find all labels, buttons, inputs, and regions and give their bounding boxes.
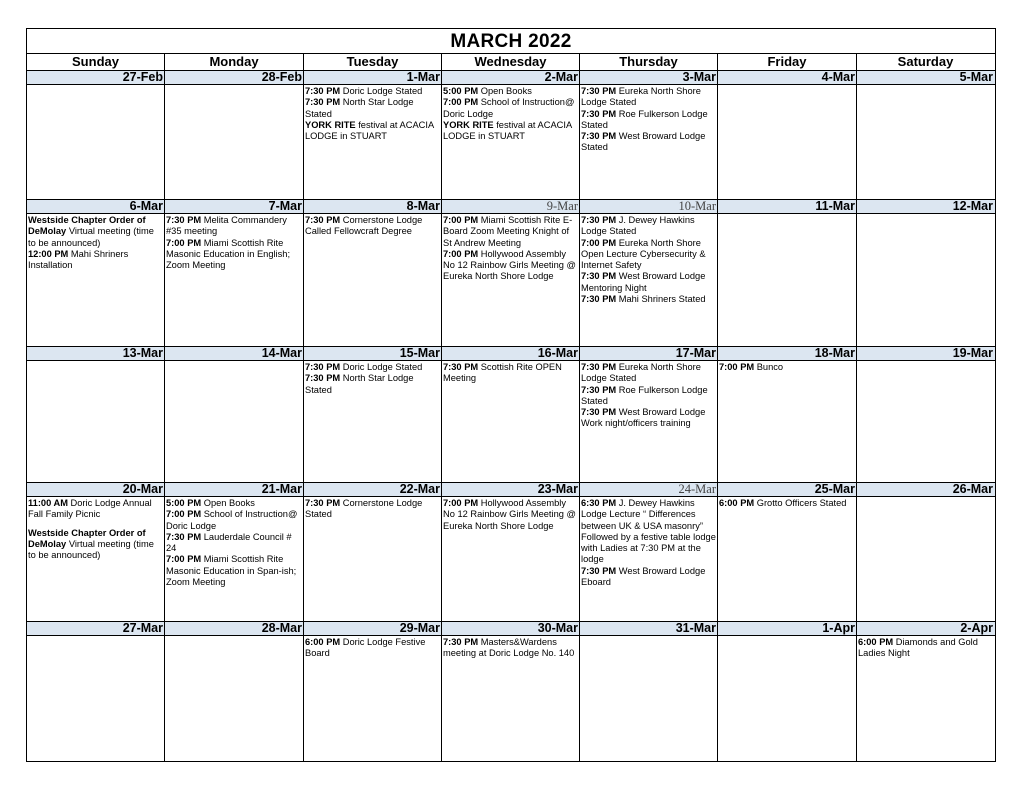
event-item[interactable] xyxy=(581,566,716,589)
event-text: Mahi Shriners Installation xyxy=(28,248,129,271)
day-date: 6-Mar xyxy=(129,199,163,213)
event-list xyxy=(858,637,993,660)
event-text: Masters&Wardens meeting at Doric Lodge No. 140 xyxy=(443,637,575,659)
day-cell[interactable] xyxy=(27,346,165,482)
event-time: 7:30 PM xyxy=(305,215,341,225)
event-text: Doric Lodge Festive Board xyxy=(305,637,426,659)
event-text: West Broward Lodge Eboard xyxy=(581,565,706,588)
day-cell[interactable] xyxy=(718,346,857,482)
event-item[interactable] xyxy=(443,120,578,143)
day-date: 21-Mar xyxy=(261,482,302,496)
event-text: West Broward Lodge Stated xyxy=(581,131,706,153)
day-cell[interactable] xyxy=(580,482,718,621)
event-item[interactable] xyxy=(581,362,716,385)
event-text: Open Books xyxy=(478,86,532,96)
event-list xyxy=(28,215,163,271)
day-date: 17-Mar xyxy=(675,346,716,360)
day-date: 30-Mar xyxy=(537,621,578,635)
day-date: 27-Feb xyxy=(122,70,163,84)
event-item[interactable] xyxy=(581,407,716,430)
event-item[interactable] xyxy=(166,238,302,272)
event-text: Roe Fulkerson Lodge Stated xyxy=(581,108,708,130)
event-item[interactable] xyxy=(581,385,716,408)
event-text: J. Dewey Hawkins Lodge Lecture “ Differences between UK & USA masonry” Followed by a festive table lodge with Ladies at 7:30 PM at the lodge xyxy=(581,498,716,565)
day-cell[interactable] xyxy=(165,621,304,761)
event-text: festival at ACACIA LODGE in STUART xyxy=(305,119,434,142)
event-item[interactable] xyxy=(581,131,716,154)
event-text: West Broward Lodge Work night/officers training xyxy=(581,407,706,429)
event-time: 7:30 PM xyxy=(443,637,479,647)
event-time: 7:00 PM xyxy=(443,248,479,259)
event-time: 7:00 PM xyxy=(443,97,479,108)
event-text: Eureka North Shore Lodge Stated xyxy=(581,362,701,384)
week-row xyxy=(27,199,995,346)
event-time: 7:30 PM xyxy=(581,108,617,119)
event-time: 6:30 PM xyxy=(581,498,617,508)
event-item[interactable] xyxy=(305,86,440,97)
day-cell[interactable] xyxy=(442,621,580,761)
event-text: Melita Commandery #35 meeting xyxy=(166,215,287,237)
day-date: 2-Apr xyxy=(960,621,993,635)
event-text: Miami Scottish Rite E-Board Zoom Meeting Knight of St Andrew Meeting xyxy=(443,215,573,248)
event-time: 7:00 PM xyxy=(719,362,755,372)
day-cell[interactable] xyxy=(27,70,165,199)
event-item[interactable] xyxy=(581,109,716,132)
event-text: Doric Lodge Stated xyxy=(340,362,423,372)
day-date: 24-Mar xyxy=(678,482,716,496)
event-text: J. Dewey Hawkins Lodge Stated xyxy=(581,215,695,237)
day-cell[interactable] xyxy=(27,482,165,621)
event-item[interactable] xyxy=(305,215,440,238)
event-item[interactable] xyxy=(858,637,993,660)
event-list xyxy=(166,498,302,588)
day-cell[interactable] xyxy=(304,346,442,482)
event-time: 7:30 PM xyxy=(166,215,202,225)
day-cell[interactable] xyxy=(580,346,718,482)
event-time: 7:30 PM xyxy=(581,131,617,142)
day-cell[interactable] xyxy=(857,70,994,199)
day-header-saturday: Saturday xyxy=(897,54,954,69)
day-cell[interactable] xyxy=(580,199,718,346)
event-item[interactable] xyxy=(443,97,578,120)
event-time: 7:30 PM xyxy=(581,384,617,395)
event-item[interactable] xyxy=(719,362,855,373)
event-time: 7:00 PM xyxy=(166,554,202,565)
day-date: 14-Mar xyxy=(261,346,302,360)
day-date: 18-Mar xyxy=(814,346,855,360)
event-time: 5:00 PM xyxy=(166,498,202,508)
day-cell[interactable] xyxy=(857,482,994,621)
day-date: 23-Mar xyxy=(537,482,578,496)
day-date: 25-Mar xyxy=(814,482,855,496)
event-text: Eureka North Shore Lodge Stated xyxy=(581,86,701,108)
event-text: Doric Lodge Annual Fall Family Picnic xyxy=(28,498,152,520)
event-list xyxy=(581,86,716,154)
event-text: West Broward Lodge Mentoring Night xyxy=(581,271,706,293)
day-cell[interactable] xyxy=(718,199,857,346)
day-header-tuesday: Tuesday xyxy=(304,53,442,70)
event-item[interactable] xyxy=(28,215,163,249)
event-time: 7:30 PM xyxy=(581,362,617,372)
day-date: 8-Mar xyxy=(406,199,440,213)
week-row xyxy=(27,346,995,482)
event-time: 7:30 PM xyxy=(581,565,617,576)
day-date: 16-Mar xyxy=(537,346,578,360)
day-cell[interactable] xyxy=(718,70,857,199)
day-date: 15-Mar xyxy=(399,346,440,360)
day-header-thursday: Thursday xyxy=(580,53,718,70)
event-list xyxy=(305,498,440,521)
event-time: 6:00 PM xyxy=(719,498,755,508)
day-cell[interactable] xyxy=(857,621,994,761)
event-text: Roe Fulkerson Lodge Stated xyxy=(581,384,708,406)
event-time: YORK RITE xyxy=(305,119,356,130)
event-item[interactable] xyxy=(581,294,716,305)
event-text: North Star Lodge Stated xyxy=(305,373,414,395)
day-date: 2-Mar xyxy=(544,70,578,84)
day-cell[interactable] xyxy=(580,621,718,761)
event-time: 7:30 PM xyxy=(305,97,341,108)
event-list xyxy=(305,86,440,142)
day-cell[interactable] xyxy=(580,70,718,199)
event-item[interactable] xyxy=(28,528,163,562)
event-item[interactable] xyxy=(166,498,302,509)
day-cell[interactable] xyxy=(165,482,304,621)
day-date: 22-Mar xyxy=(399,482,440,496)
event-item[interactable] xyxy=(305,637,440,660)
day-date: 12-Mar xyxy=(952,199,993,213)
event-text: Cornerstone Lodge Stated xyxy=(305,498,423,520)
calendar-title: MARCH 2022 xyxy=(27,29,995,54)
event-time: 6:00 PM xyxy=(305,637,341,647)
day-cell[interactable] xyxy=(857,199,994,346)
event-text: School of Instruction@ Doric Lodge xyxy=(166,509,298,531)
day-date: 1-Mar xyxy=(406,70,440,84)
day-cell[interactable] xyxy=(442,346,580,482)
event-item[interactable] xyxy=(28,249,163,272)
event-text: Doric Lodge Stated xyxy=(340,86,423,96)
day-cell[interactable] xyxy=(304,199,442,346)
event-item[interactable] xyxy=(166,554,302,588)
event-item[interactable] xyxy=(305,120,440,143)
event-list xyxy=(719,362,855,373)
day-cell[interactable] xyxy=(304,70,442,199)
event-list xyxy=(443,86,578,142)
event-item[interactable] xyxy=(166,532,302,555)
day-header-friday: Friday xyxy=(718,53,857,70)
event-time: 7:30 PM xyxy=(581,215,617,225)
event-item[interactable] xyxy=(581,271,716,294)
week-row xyxy=(27,621,995,761)
day-date: 31-Mar xyxy=(675,621,716,635)
day-date: 10-Mar xyxy=(678,199,716,213)
event-time: 11:00 AM xyxy=(28,498,68,508)
event-text: Hollywood Assembly No 12 Rainbow Girls Meeting @ Eureka North Shore Lodge xyxy=(443,248,576,282)
day-header-sunday: Sunday xyxy=(27,53,165,70)
day-cell[interactable] xyxy=(857,346,994,482)
day-date: 7-Mar xyxy=(268,199,302,213)
event-list xyxy=(305,362,440,396)
event-time: 7:30 PM xyxy=(305,498,341,508)
day-date: 27-Mar xyxy=(122,621,163,635)
event-time: 7:00 PM xyxy=(443,498,479,508)
event-text: School of Instruction@ Doric Lodge xyxy=(443,97,575,119)
day-date: 3-Mar xyxy=(682,70,716,84)
event-time: 7:30 PM xyxy=(581,407,617,418)
event-text: North Star Lodge Stated xyxy=(305,97,414,119)
day-date: 5-Mar xyxy=(959,70,993,84)
event-list xyxy=(166,215,302,271)
day-date: 20-Mar xyxy=(122,482,163,496)
event-text: festival at ACACIA LODGE in STUART xyxy=(443,119,572,142)
event-text: Cornerstone Lodge Called Fellowcraft Degree xyxy=(305,215,423,237)
week-row xyxy=(27,482,995,621)
event-time: 7:30 PM xyxy=(581,86,617,96)
event-text: Bunco xyxy=(754,362,784,372)
event-item[interactable] xyxy=(443,86,578,97)
event-text: Virtual meeting (time to be announced) xyxy=(28,226,154,248)
day-cell[interactable] xyxy=(442,70,580,199)
event-time: Westside Chapter Order of DeMolay xyxy=(28,215,146,237)
event-text: Grotto Officers Stated xyxy=(754,498,847,508)
event-time: Westside Chapter Order of DeMolay xyxy=(28,527,146,549)
event-text: Lauderdale Council # 24 xyxy=(166,531,292,554)
day-date: 26-Mar xyxy=(952,482,993,496)
event-list xyxy=(443,498,578,532)
event-item[interactable] xyxy=(443,215,578,249)
event-item[interactable] xyxy=(443,249,578,283)
event-item[interactable] xyxy=(581,215,716,238)
event-time: 5:00 PM xyxy=(443,86,479,96)
event-item[interactable] xyxy=(305,373,440,396)
event-list xyxy=(719,498,855,509)
event-item[interactable] xyxy=(305,498,440,521)
day-cell[interactable] xyxy=(718,482,857,621)
event-time: 7:30 PM xyxy=(166,531,202,542)
week-row xyxy=(27,70,995,199)
event-list xyxy=(443,215,578,283)
event-text: Open Books xyxy=(201,498,255,508)
day-cell[interactable] xyxy=(27,621,165,761)
event-text: Virtual meeting (time to be announced) xyxy=(28,538,154,561)
event-text: Miami Scottish Rite Masonic Education in English; Zoom Meeting xyxy=(166,237,291,271)
calendar xyxy=(26,28,996,762)
day-date: 19-Mar xyxy=(952,346,993,360)
day-header-monday: Monday xyxy=(165,53,304,70)
event-list xyxy=(443,637,578,660)
event-time: 12:00 PM xyxy=(28,248,69,259)
event-time: YORK RITE xyxy=(443,119,494,130)
event-time: 7:00 PM xyxy=(581,237,617,248)
event-list xyxy=(581,362,716,430)
day-date: 13-Mar xyxy=(122,346,163,360)
event-item[interactable] xyxy=(581,498,716,566)
event-text: Eureka North Shore Open Lecture Cybersecurity & Internet Safety xyxy=(581,237,706,271)
day-cell[interactable] xyxy=(304,482,442,621)
day-cell[interactable] xyxy=(27,199,165,346)
event-item[interactable] xyxy=(443,362,578,385)
event-item[interactable] xyxy=(305,362,440,373)
event-text: Mahi Shriners Stated xyxy=(616,294,706,305)
event-item[interactable] xyxy=(166,215,302,238)
event-list xyxy=(305,215,440,238)
day-cell[interactable] xyxy=(442,482,580,621)
day-cell[interactable] xyxy=(165,346,304,482)
event-time: 7:30 PM xyxy=(305,86,341,96)
event-text: Hollywood Assembly No 12 Rainbow Girls Meeting @ Eureka North Shore Lodge xyxy=(443,498,576,531)
event-time: 7:30 PM xyxy=(581,271,617,282)
event-text: Diamonds and Gold Ladies Night xyxy=(858,637,978,659)
event-item[interactable] xyxy=(581,238,716,272)
event-item[interactable] xyxy=(581,86,716,109)
event-time: 7:30 PM xyxy=(443,362,479,372)
event-item[interactable] xyxy=(305,97,440,120)
day-cell[interactable] xyxy=(718,621,857,761)
event-list xyxy=(581,215,716,305)
event-time: 6:00 PM xyxy=(858,637,894,647)
day-cell[interactable] xyxy=(165,199,304,346)
event-text: Miami Scottish Rite Masonic Education in Span-ish; Zoom Meeting xyxy=(166,554,297,588)
day-date: 4-Mar xyxy=(821,70,855,84)
event-item[interactable] xyxy=(28,498,163,521)
event-time: 7:00 PM xyxy=(166,237,202,248)
day-date: 29-Mar xyxy=(399,621,440,635)
event-time: 7:30 PM xyxy=(305,373,341,384)
day-header-wednesday: Wednesday xyxy=(442,53,580,70)
day-cell[interactable] xyxy=(165,70,304,199)
event-time: 7:00 PM xyxy=(443,215,479,225)
event-list xyxy=(28,498,163,561)
day-date: 1-Apr xyxy=(822,621,855,635)
day-cell[interactable] xyxy=(442,199,580,346)
event-time: 7:00 PM xyxy=(166,509,202,520)
day-date: 28-Mar xyxy=(261,621,302,635)
event-list xyxy=(581,498,716,588)
day-date: 28-Feb xyxy=(261,70,302,84)
event-item[interactable] xyxy=(443,637,578,660)
event-item[interactable] xyxy=(166,509,302,532)
event-time: 7:30 PM xyxy=(581,294,617,305)
day-cell[interactable] xyxy=(304,621,442,761)
event-item[interactable] xyxy=(719,498,855,509)
event-text: Scottish Rite OPEN Meeting xyxy=(443,362,562,384)
event-time: 7:30 PM xyxy=(305,362,341,372)
event-item[interactable] xyxy=(443,498,578,532)
day-date: 11-Mar xyxy=(815,199,855,213)
day-date: 9-Mar xyxy=(546,199,578,213)
event-list xyxy=(443,362,578,385)
event-list xyxy=(305,637,440,660)
